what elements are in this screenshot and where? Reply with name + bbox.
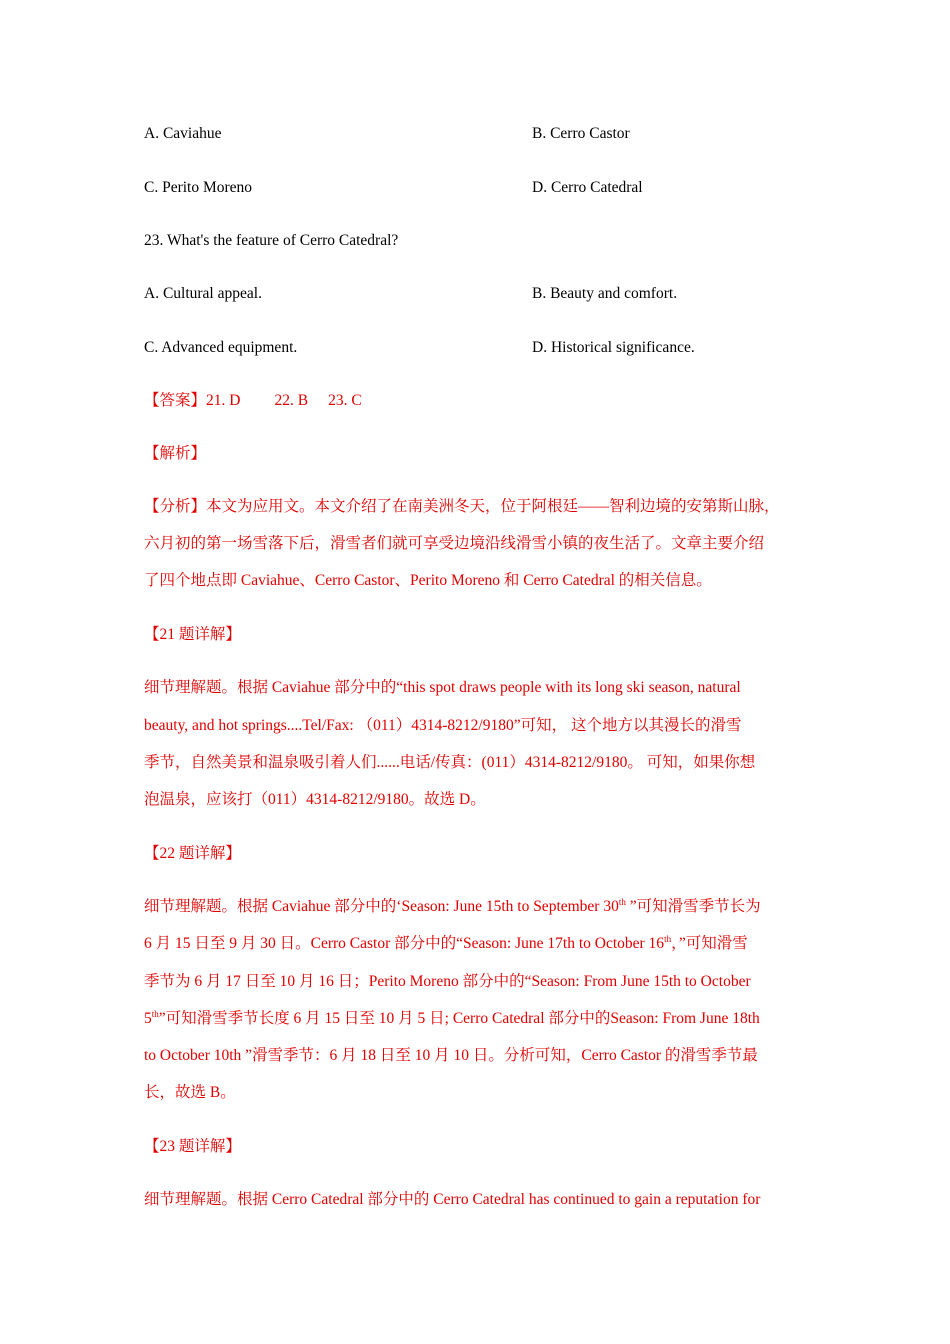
analysis-heading: 【解析】 — [144, 445, 207, 462]
detail-21-line-4: 泡温泉，应该打（011）4314-8212/9180。故选 D。 — [144, 791, 486, 808]
q22-option-d: D. Cerro Catedral — [532, 179, 643, 196]
q22-options-row-2 — [144, 176, 824, 200]
detail-21-line-1: 细节理解题。根据 Caviahue 部分中的“this spot draws people with its long ski season, natural — [144, 679, 741, 696]
q22-options-row-1 — [144, 122, 824, 146]
detail-22-line-1 — [144, 895, 761, 919]
detail-22-sup-2: th — [664, 933, 672, 944]
q22-option-a: A. Caviahue — [144, 125, 222, 142]
detail-23-line-1: 细节理解题。根据 Cerro Catedral 部分中的 Cerro Catedral has continued to gain a reputation for — [144, 1191, 761, 1208]
answer-21: 21. D — [206, 392, 241, 409]
q23-options-row-2 — [144, 336, 824, 360]
detail-22-sup-4: th — [151, 1008, 159, 1019]
summary-line-3: 了四个地点即 Caviahue、Cerro Castor、Perito Moreno 和 Cerro Catedral 的相关信息。 — [144, 572, 712, 589]
summary-text-1: 本文为应用文。本文介绍了在南美洲冬天，位于阿根廷——智利边境的安第斯山脉， — [206, 498, 780, 515]
detail-22-line-1b: ”可知滑雪季节长为 — [625, 898, 761, 915]
detail-22-line-6: 长，故选 B。 — [144, 1084, 236, 1101]
q23-option-b: B. Beauty and comfort. — [532, 285, 678, 302]
answer-line — [144, 389, 362, 413]
detail-22-line-1a: 细节理解题。根据 Caviahue 部分中的‘Season: June 15th to September 30 — [144, 898, 619, 915]
summary-line-1 — [144, 495, 780, 519]
detail-22-line-2a: 6 月 15 日至 9 月 30 日。Cerro Castor 部分中的“Season: June 17th to October 16 — [144, 935, 665, 952]
answer-22: 22. B — [274, 392, 309, 409]
detail-21-line-2: beauty, and hot springs....Tel/Fax: （011）4314-8212/9180”可知， 这个地方以其漫长的滑雪 — [144, 717, 742, 734]
q23-option-d: D. Historical significance. — [532, 339, 695, 356]
detail-22-line-4 — [144, 1007, 760, 1031]
q22-option-b: B. Cerro Castor — [532, 125, 630, 142]
detail-22-line-5: to October 10th ”滑雪季节：6 月 18 日至 10 月 10 日。分析可知，Cerro Castor 的滑雪季节最 — [144, 1047, 758, 1064]
detail-22-line-4a: 5 — [144, 1010, 152, 1027]
detail-23-heading: 【23 题详解】 — [144, 1138, 241, 1155]
detail-22-sup-1: th — [618, 896, 626, 907]
detail-22-line-3: 季节为 6 月 17 日至 10 月 16 日；Perito Moreno 部分中的“Season: From June 15th to October — [144, 973, 751, 990]
detail-22-line-4b: ”可知滑雪季节长度 6 月 15 日至 10 月 5 日; Cerro Catedral 部分中的Season: From June 18th — [158, 1010, 760, 1027]
detail-21-heading: 【21 题详解】 — [144, 626, 241, 643]
answer-23: 23. C — [328, 392, 362, 409]
q23-option-a: A. Cultural appeal. — [144, 285, 262, 302]
detail-22-heading: 【22 题详解】 — [144, 845, 241, 862]
q23-options-row-1 — [144, 282, 824, 306]
detail-22-line-2b: ，”可知滑雪 — [671, 935, 748, 952]
summary-label: 【分析】 — [144, 498, 207, 515]
q23-stem: 23. What's the feature of Cerro Catedral? — [144, 232, 399, 249]
q22-option-c: C. Perito Moreno — [144, 179, 253, 196]
summary-line-2: 六月初的第一场雪落下后，滑雪者们就可享受边境沿线滑雪小镇的夜生活了。文章主要介绍 — [144, 535, 765, 552]
answer-label: 【答案】 — [144, 392, 207, 409]
detail-22-line-2 — [144, 932, 748, 956]
q23-option-c: C. Advanced equipment. — [144, 339, 298, 356]
detail-21-line-3: 季节，自然美景和温泉吸引着人们......电话/传真：(011）4314-8212/9180。 可知，如果你想 — [144, 754, 756, 771]
